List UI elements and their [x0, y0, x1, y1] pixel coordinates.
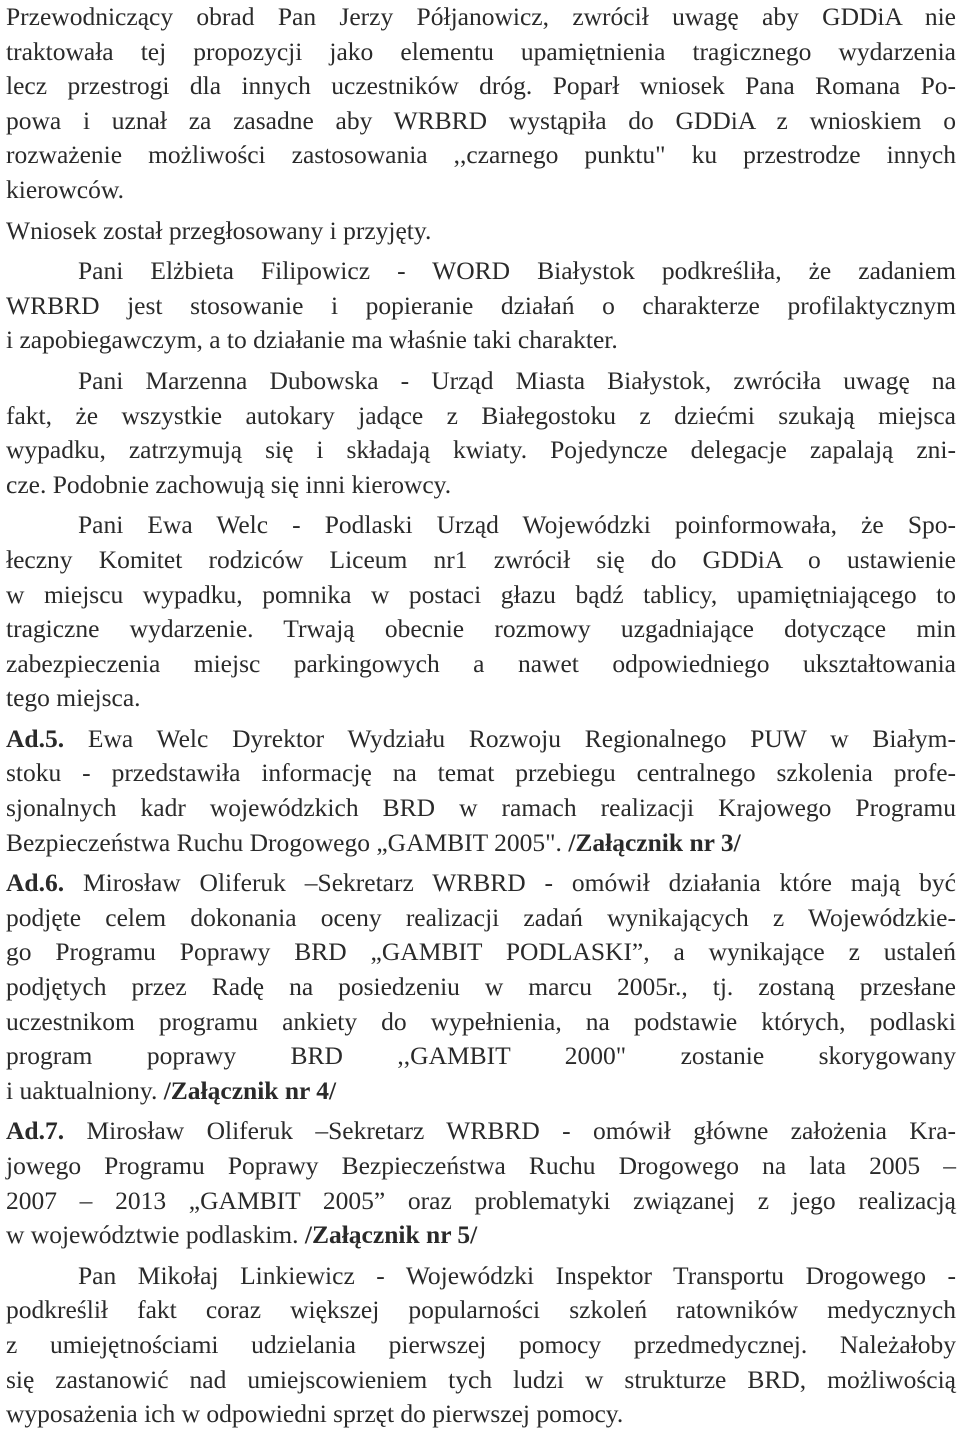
text-line: cze. Podobnie zachowują się inni kierowcy.: [6, 469, 452, 499]
attachment-reference: /Załącznik nr 3/: [568, 827, 741, 857]
text-line: Przewodniczący obrad Pan Jerzy Półjanowicz, zwrócił uwagę aby GDDiA nie: [6, 2, 956, 31]
agenda-item-text: Ewa Welc Dyrektor Wydziału Rozwoju Regionalnego PUW w Białym-: [64, 723, 956, 753]
text-line: Pani Marzenna Dubowska - Urząd Miasta Białystok, zwróciła uwagę na: [78, 365, 956, 395]
text-line: z umiejętnościami udzielania pierwszej pomocy przedmedycznej. Należałoby: [6, 1329, 956, 1359]
agenda-item-label: Ad.7.: [6, 1116, 65, 1146]
agenda-item-label: Ad.6.: [6, 868, 65, 898]
text-line: jowego Programu Poprawy Bezpieczeństwa Ruchu Drogowego na lata 2005 –: [6, 1151, 956, 1180]
text-line: podkreślił fakt coraz większej popularności szkoleń ratowników medycznych: [6, 1295, 956, 1325]
text-line: zabezpieczenia miejsc parkingowych a nawet odpowiedniego ukształtowania: [6, 648, 956, 678]
text-line: [6, 826, 956, 861]
agenda-item-ad5: [6, 722, 956, 860]
text-line: [6, 1218, 956, 1253]
text-line: Pan Mikołaj Linkiewicz - Wojewódzki Inspektor Transportu Drogowego -: [78, 1260, 956, 1290]
paragraph-linkiewicz: [6, 1259, 956, 1432]
paragraph-motion-accepted: [6, 214, 956, 249]
attachment-reference: /Załącznik nr 5/: [304, 1220, 478, 1250]
agenda-item-text: w województwie podlaskim.: [6, 1220, 305, 1250]
text-line: Wniosek został przegłosowany i przyjęty.: [6, 215, 432, 245]
paragraph-chairman-remark: [6, 0, 956, 208]
paragraph-welc: [6, 508, 956, 716]
text-line: i zapobiegawczym, a to działanie ma właśnie taki charakter.: [6, 325, 618, 355]
text-line: wyposażenia ich w odpowiedni sprzęt do pierwszej pomocy.: [6, 1399, 624, 1429]
text-line: [6, 1114, 956, 1149]
agenda-item-ad7: [6, 1114, 956, 1252]
text-line: Pani Elżbieta Filipowicz - WORD Białystok podkreśliła, że zadaniem: [78, 256, 956, 286]
text-line: [6, 1074, 956, 1109]
agenda-item-text: Bezpieczeństwa Ruchu Drogowego „GAMBIT 2005".: [6, 827, 569, 857]
text-line: podjęte celem dokonania oceny realizacji zadań wynikających z Wojewódzkie-: [6, 902, 956, 932]
text-line: [6, 866, 956, 901]
text-line: kierowców.: [6, 174, 125, 204]
text-line: fakt, że wszystkie autokary jadące z Białegostoku z dziećmi szukają miejsca: [6, 400, 956, 430]
paragraph-filipowicz: [6, 254, 956, 358]
text-line: wypadku, zatrzymują się i składają kwiaty. Pojedyncze delegacje zapalają zni-: [6, 435, 956, 465]
text-line: stoku - przedstawiła informację na temat przebiegu centralnego szkolenia profe-: [6, 758, 956, 788]
text-line: program poprawy BRD ,,GAMBIT 2000" zostanie skorygowany: [6, 1041, 956, 1071]
text-line: traktowała tej propozycji jako elementu upamiętnienia tragicznego wydarzenia: [6, 36, 956, 66]
text-line: uczestnikom programu ankiety do wypełnienia, na podstawie których, podlaski: [6, 1006, 956, 1036]
text-line: łeczny Komitet rodziców Liceum nr1 zwrócił się do GDDiA o ustawienie: [6, 544, 956, 574]
agenda-item-text: i uaktualniony.: [6, 1075, 164, 1105]
text-line: powa i uznał za zasadne aby WRBRD wystąpiła do GDDiA z wnioskiem o: [6, 105, 956, 135]
text-line: sjonalnych kadr wojewódzkich BRD w ramach realizacji Krajowego Programu: [6, 793, 956, 823]
agenda-item-ad6: [6, 866, 956, 1108]
document-page: [6, 0, 956, 1432]
attachment-reference: /Załącznik nr 4/: [163, 1075, 337, 1105]
agenda-item-label: Ad.5.: [6, 723, 65, 753]
text-line: podjętych przez Radę na posiedzeniu w marcu 2005r., tj. zostaną przesłane: [6, 972, 956, 1002]
text-line: WRBRD jest stosowanie i popieranie działań o charakterze profilaktycznym: [6, 290, 956, 320]
agenda-item-text: Mirosław Oliferuk –Sekretarz WRBRD - omówił główne założenia Kra-: [64, 1116, 956, 1146]
text-line: Pani Ewa Welc - Podlaski Urząd Wojewódzki poinformowała, że Spo-: [78, 510, 956, 540]
text-line: w miejscu wypadku, pomnika w postaci głazu bądź tablicy, upamiętniającego to: [6, 579, 956, 609]
text-line: 2007 – 2013 „GAMBIT 2005” oraz problematyki związanej z jego realizacją: [6, 1185, 956, 1215]
text-line: rozważenie możliwości zastosowania ,,czarnego punktu" ku przestrodze innych: [6, 140, 956, 170]
text-line: [6, 722, 956, 757]
text-line: lecz przestrogi dla innych uczestników dróg. Poparł wniosek Pana Romana Po-: [6, 71, 956, 101]
paragraph-dubowska: [6, 364, 956, 502]
text-line: tego miejsca.: [6, 683, 141, 713]
agenda-item-text: Mirosław Oliferuk –Sekretarz WRBRD - omówił działania które mają być: [64, 868, 956, 898]
text-line: tragiczne wydarzenie. Trwają obecnie rozmowy uzgadniające dotyczące min: [6, 614, 956, 644]
text-line: go Programu Poprawy BRD „GAMBIT PODLASKI”, a wynikające z ustaleń: [6, 937, 956, 967]
text-line: się zastanowić nad umiejscowieniem tych ludzi w strukturze BRD, możliwością: [6, 1364, 956, 1394]
